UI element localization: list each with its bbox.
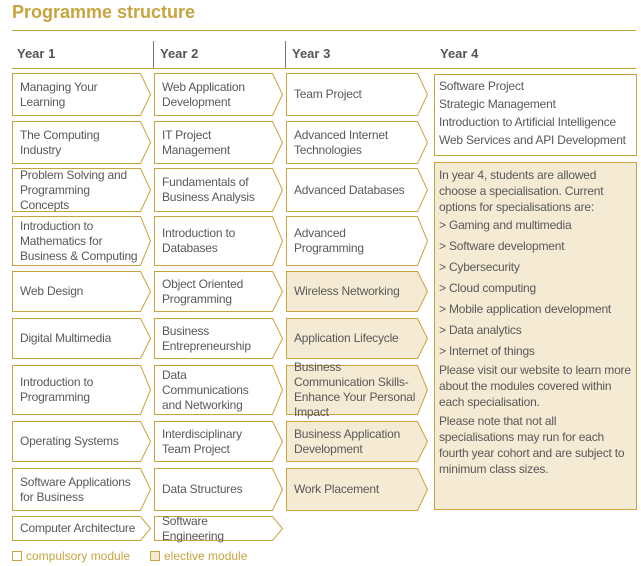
year3-module (286, 121, 428, 164)
year2-module (154, 421, 283, 462)
year1-module (12, 421, 151, 462)
header-rule (12, 68, 636, 69)
cohort-note: Please note that not all specialisations may run for each fourth year cohort and are subject to minimum class sizes. (439, 414, 625, 476)
year1-module (12, 365, 151, 415)
module-label: Introduction to Mathematics for Business & Computing (20, 218, 138, 263)
header-divider (153, 41, 154, 69)
compulsory-swatch (12, 551, 22, 561)
legend-elective-label: elective module (164, 549, 248, 563)
year4-compulsory-box (434, 74, 637, 156)
year2-module (154, 468, 283, 511)
legend-compulsory (12, 549, 130, 563)
module-label: Digital Multimedia (20, 331, 112, 345)
module-label: Application Lifecycle (294, 331, 399, 345)
module-label: Business Entrepreneurship (162, 323, 251, 353)
module-label: Work Placement (294, 482, 380, 496)
year1-module (12, 216, 151, 266)
header-year-4: Year 4 (440, 46, 479, 61)
year3-module (286, 318, 428, 359)
year1-module (12, 468, 151, 511)
year1-module (12, 271, 151, 312)
module-label: Wireless Networking (294, 284, 400, 298)
year1-module (12, 318, 151, 359)
year4-module: Strategic Management (439, 97, 556, 111)
module-label: Object Oriented Programming (162, 276, 244, 306)
year2-module (154, 121, 283, 164)
year3-module (286, 73, 428, 116)
year4-module: Web Services and API Development (439, 133, 626, 147)
specialisation-item: > Gaming and multimedia (439, 218, 572, 232)
specialisation-intro: In year 4, students are allowed choose a specialisation. Current options for specialisations are: (439, 168, 604, 214)
year4-specialisation-box (434, 162, 637, 510)
module-label: Business Communication Skills- Enhance Your Personal Impact (294, 360, 416, 419)
year3-module (286, 168, 428, 212)
year4-module: Software Project (439, 79, 524, 93)
page-title: Programme structure (12, 2, 196, 22)
specialisation-item: > Internet of things (439, 344, 535, 358)
year2-module (154, 168, 283, 212)
elective-swatch (150, 551, 160, 561)
module-label: Advanced Programming (294, 226, 364, 255)
year2-module (154, 73, 283, 116)
year3-module (286, 468, 428, 511)
year3-module (286, 216, 428, 266)
module-label: The Computing Industry (20, 127, 100, 157)
module-label: Introduction to Databases (162, 226, 236, 255)
module-label: Business Application Development (294, 426, 401, 456)
title-rule (12, 30, 636, 31)
year2-module (154, 271, 283, 312)
year1-module (12, 121, 151, 164)
module-label: IT Project Management (162, 127, 231, 157)
specialisation-item: > Data analytics (439, 323, 522, 337)
header-year-2: Year 2 (160, 46, 199, 61)
specialisation-item: > Software development (439, 239, 565, 253)
header-year-3: Year 3 (292, 46, 331, 61)
year2-module (154, 365, 283, 415)
legend-compulsory-label: compulsory module (26, 549, 131, 563)
module-label: Problem Solving and Programming Concepts (20, 167, 127, 212)
module-label: Software Engineering (162, 513, 224, 543)
year1-module (12, 73, 151, 116)
module-label: Interdisciplinary Team Project (162, 426, 242, 456)
year2-module (154, 216, 283, 266)
module-label: Data Communications and Networking (162, 367, 249, 412)
module-label: Web Application Development (162, 79, 245, 109)
module-label: Computer Architecture (20, 521, 136, 535)
year2-module (154, 318, 283, 359)
header-year-1: Year 1 (17, 46, 56, 61)
year1-module (12, 516, 151, 541)
module-label: Advanced Databases (294, 182, 405, 197)
module-label: Data Structures (162, 482, 243, 496)
specialisation-item: > Cybersecurity (439, 260, 520, 274)
year4-module: Introduction to Artificial Intelligence (439, 115, 616, 129)
module-label: Operating Systems (20, 434, 119, 448)
year2-module (154, 513, 283, 543)
year3-module (286, 421, 428, 462)
module-label: Software Applications for Business (20, 474, 131, 504)
year3-module (286, 271, 428, 312)
header-divider (285, 41, 286, 69)
module-label: Introduction to Programming (20, 375, 94, 404)
website-note: Please visit our website to learn more about the modules covered within each specialisation. (439, 363, 631, 409)
specialisation-item: > Mobile application development (439, 302, 612, 316)
specialisation-item: > Cloud computing (439, 281, 536, 295)
module-label: Advanced Internet Technologies (294, 127, 389, 157)
module-label: Fundamentals of Business Analysis (162, 175, 255, 204)
module-label: Web Design (20, 284, 84, 298)
legend-elective (150, 549, 247, 563)
year3-module (286, 360, 428, 419)
module-label: Managing Your Learning (20, 79, 98, 109)
module-label: Team Project (294, 87, 362, 101)
year1-module (12, 168, 151, 212)
